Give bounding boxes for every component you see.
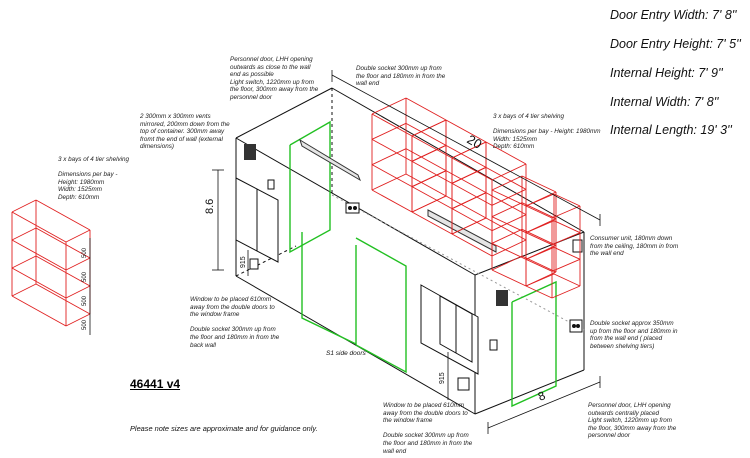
shelf-height-3: 500: [82, 295, 88, 306]
consumer-unit-icon: [573, 240, 582, 252]
roof-back-edge: [332, 88, 584, 232]
note-consumer-unit: Consumer unit, 180mm down from the ceiling, 180mm in from the wall end: [590, 235, 679, 258]
shelf-frame-line: [406, 98, 446, 120]
spec-internal-length: Internal Length: 19' 3'': [610, 123, 732, 137]
floor-right-edge: [475, 370, 584, 414]
personnel-door-front: [512, 282, 556, 406]
spec-door-width: Door Entry Width: 7' 8'': [610, 8, 737, 22]
shelf-frame-line: [12, 256, 36, 268]
socket-back-icon: [346, 203, 359, 213]
doors: [290, 122, 556, 406]
drawing-reference: 46441 v4: [130, 377, 181, 391]
shelf-frame-line: [452, 167, 486, 183]
width-dim-line: [488, 382, 600, 428]
shelf-frame-line: [452, 193, 486, 209]
shelf-frame-line: [372, 190, 412, 212]
note-shelving-right: 3 x bays of 4 tier shelving Dimensions per bay - Height: 1980mm Width: 1525mm Depth: 610mm: [493, 113, 601, 151]
shelf-frame-line: [412, 145, 446, 161]
shelf-frame-line: [36, 200, 90, 230]
light-switch-front-icon: [490, 340, 497, 350]
length-dimension: 20: [464, 131, 485, 152]
shelf-frame-line: [12, 240, 66, 270]
side-doors-label: S1 side doors: [326, 350, 366, 357]
note-socket-right: Double socket approx 350mm up from the floor and 180mm in from the wall end ( placed between shelving tiers): [590, 320, 678, 350]
shelf-frame-line: [66, 230, 90, 242]
note-personnel-bottom: Personnel door, LHH opening outwards centrally placed Light switch, 1220mm up from the floor, 300mm away from the personnel door: [588, 402, 677, 440]
shelf-frame-line: [492, 240, 526, 256]
window-height-front: 915: [439, 372, 446, 384]
shelf-frame-line: [522, 176, 556, 192]
shelf-frame-line: [526, 221, 554, 233]
shelf-frame-line: [12, 212, 66, 242]
note-socket-top: Double socket 300mm up from the floor and 180mm in from the wall end: [356, 65, 446, 88]
shelf-frame-line: [372, 174, 406, 190]
socket-back-wall-icon: [250, 259, 258, 269]
spec-internal-width: Internal Width: 7' 8'': [610, 95, 719, 109]
vent-front-icon: [496, 290, 508, 306]
shelf-frame-line: [12, 200, 36, 212]
note-window-back: Window to be placed 610mm away from the double doors to the window frame Double socket 300mm up from the floor and 180mm in from the back wall: [190, 296, 280, 349]
shelf-frame-line: [66, 258, 90, 270]
spec-door-height: Door Entry Height: 7' 5'': [610, 37, 741, 51]
shelf-frame-line: [412, 196, 446, 212]
note-personnel-top: Personnel door, LHH opening outwards as close to the wall end as possible Light switch, 1220mm up from the floor, 300mm away from the personnel door: [230, 56, 319, 101]
shelf-height-2: 500: [82, 271, 88, 282]
light-switch-top-icon: [268, 180, 274, 189]
shelving-bay-diagram: [12, 200, 90, 326]
shelf-frame-line: [526, 233, 552, 245]
shelf-frame-line: [12, 268, 66, 298]
side-door-left: [302, 232, 356, 344]
shelf-frame-line: [492, 243, 526, 259]
shelf-frame-line: [492, 229, 522, 243]
shelf-frame-line: [372, 149, 406, 165]
vent-back-icon: [244, 144, 256, 160]
width-dimension: 8: [535, 388, 548, 404]
sockets: [250, 180, 582, 390]
shelf-frame-line: [492, 256, 522, 270]
window-height-back: 915: [240, 256, 247, 268]
height-dimension: 8.6: [204, 198, 216, 214]
shelf-frame-line: [554, 274, 580, 286]
note-window-front: Window to be placed 610mm away from the double doors to the window frame Double socket 300mm up from the floor and 180mm in from the wall end: [383, 402, 473, 455]
shelf-frame-line: [554, 194, 580, 206]
note-shelving-left: 3 x bays of 4 tier shelving Dimensions per bay - Height: 1980mm Width: 1525mm Depth: 610mm: [58, 156, 130, 201]
personnel-door-back: [290, 122, 330, 252]
disclaimer: Please note sizes are approximate and for guidance only.: [130, 424, 318, 433]
shelf-frame-line: [12, 284, 36, 296]
note-vents: 2 300mm x 300mm vents mirrored, 200mm down from the top of container. 300mm away fromt the end of wall (external dimensions): [140, 113, 230, 151]
spec-internal-height: Internal Height: 7' 9'': [610, 66, 723, 80]
shelf-height-4: 500: [82, 319, 88, 330]
shelf-frame-line: [526, 259, 552, 271]
shelf-frame-line: [12, 296, 66, 326]
shelf-frame-line: [526, 286, 552, 298]
shelf-frame-line: [492, 215, 526, 231]
shelf-frame-line: [12, 228, 36, 240]
shelf-height-1: 500: [82, 247, 88, 258]
shelf-frame-line: [526, 194, 554, 206]
shelf-frame-line: [412, 171, 446, 187]
socket-front-icon: [458, 378, 469, 390]
shelf-frame-line: [372, 123, 406, 139]
shelf-frame-line: [492, 190, 526, 206]
shelf-frame-line: [492, 270, 526, 286]
